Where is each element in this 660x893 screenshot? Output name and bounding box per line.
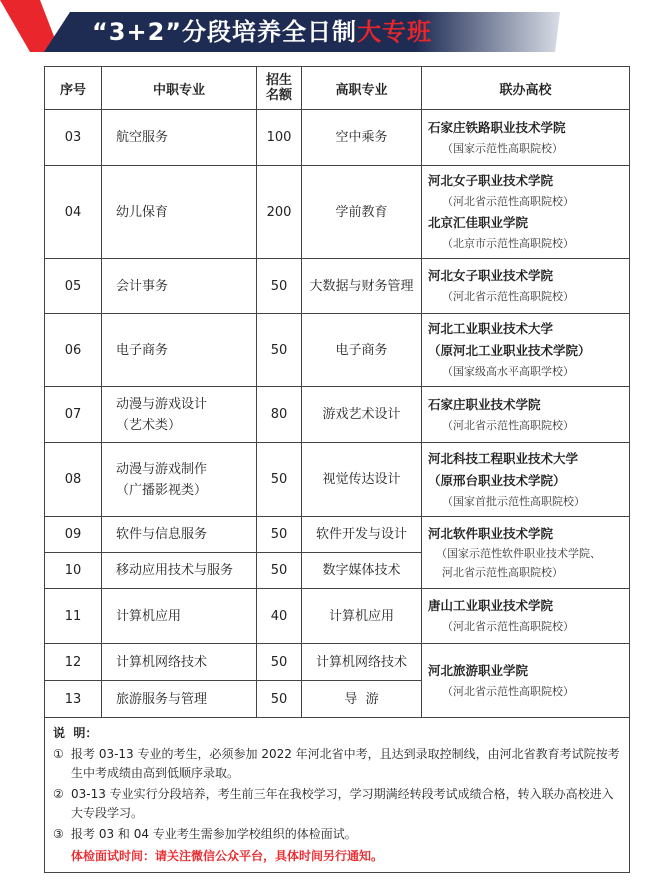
row-hv-major: 大数据与财务管理	[302, 259, 422, 314]
row-major: 幼儿保育	[102, 166, 257, 259]
row-hv-major: 计算机应用	[302, 589, 422, 644]
row-school: 河北工业职业技术大学 （原河北工业职业技术学院） （国家级高水平高职学校）	[422, 314, 630, 387]
row-no: 09	[45, 517, 102, 553]
enrollment-table	[44, 66, 630, 873]
row-no: 06	[45, 314, 102, 387]
row-quota: 50	[257, 681, 302, 718]
row-major: 移动应用技术与服务	[102, 553, 257, 589]
table-row	[45, 443, 630, 517]
row-hv-major: 导 游	[302, 681, 422, 718]
notes-title: 说 明：	[53, 726, 98, 740]
col-header-no: 序号	[45, 67, 102, 110]
row-hv-major: 软件开发与设计	[302, 517, 422, 553]
row-no: 12	[45, 644, 102, 681]
row-major: 旅游服务与管理	[102, 681, 257, 718]
row-quota: 50	[257, 314, 302, 387]
row-major: 动漫与游戏制作 （广播影视类）	[102, 443, 257, 517]
row-quota: 80	[257, 387, 302, 443]
row-hv-major: 计算机网络技术	[302, 644, 422, 681]
row-no: 10	[45, 553, 102, 589]
table-row	[45, 387, 630, 443]
note-item: ② 03-13 专业实行分段培养，考生前三年在我校学习，学习期满经转段考试成绩合格，转入联办高校进入大专段学习。	[53, 787, 614, 820]
row-quota: 40	[257, 589, 302, 644]
table-row	[45, 644, 630, 681]
table-row	[45, 166, 630, 259]
row-hv-major: 数字媒体技术	[302, 553, 422, 589]
table-row	[45, 589, 630, 644]
row-no: 04	[45, 166, 102, 259]
row-quota: 50	[257, 553, 302, 589]
row-quota: 50	[257, 443, 302, 517]
col-header-school: 联办高校	[422, 67, 630, 110]
row-major: 会计事务	[102, 259, 257, 314]
row-quota: 200	[257, 166, 302, 259]
notes-row	[45, 718, 630, 873]
row-no: 05	[45, 259, 102, 314]
row-school: 河北女子职业技术学院 （河北省示范性高职院校）	[422, 259, 630, 314]
row-school: 唐山工业职业技术学院 （河北省示范性高职院校）	[422, 589, 630, 644]
row-hv-major: 学前教育	[302, 166, 422, 259]
row-major: 动漫与游戏设计 （艺术类）	[102, 387, 257, 443]
row-school: 河北软件职业技术学院 （国家示范性软件职业技术学院、 河北省示范性高职院校）	[422, 517, 630, 589]
row-major: 计算机应用	[102, 589, 257, 644]
row-no: 08	[45, 443, 102, 517]
row-hv-major: 视觉传达设计	[302, 443, 422, 517]
row-school: 石家庄职业技术学院 （河北省示范性高职院校）	[422, 387, 630, 443]
table-row	[45, 314, 630, 387]
row-quota: 50	[257, 644, 302, 681]
note-item: ③ 报考 03 和 04 专业考生需参加学校组织的体检面试。	[53, 827, 357, 841]
row-major: 计算机网络技术	[102, 644, 257, 681]
row-school: 河北旅游职业学院 （河北省示范性高职院校）	[422, 644, 630, 718]
note-item: ① 报考 03-13 专业的考生，必须参加 2022 年河北省中考，且达到录取控制线，由河北省教育考试院按考生中考成绩由高到低顺序录取。	[53, 747, 620, 780]
row-school: 河北科技工程职业技术大学 （原邢台职业技术学院） （国家首批示范性高职院校）	[422, 443, 630, 517]
row-quota: 50	[257, 517, 302, 553]
row-major: 航空服务	[102, 110, 257, 166]
page-title: “3+2”分段培养全日制大专班	[92, 18, 433, 46]
row-no: 13	[45, 681, 102, 718]
exam-time-notice: 体检面试时间：请关注微信公众平台，具体时间另行通知。	[71, 849, 384, 863]
notes-section	[45, 718, 630, 873]
table-row	[45, 259, 630, 314]
row-school: 河北女子职业技术学院 （河北省示范性高职院校） 北京汇佳职业学院 （北京市示范性高职院校）	[422, 166, 630, 259]
row-no: 11	[45, 589, 102, 644]
row-no: 03	[45, 110, 102, 166]
row-hv-major: 游戏艺术设计	[302, 387, 422, 443]
row-quota: 100	[257, 110, 302, 166]
row-major: 软件与信息服务	[102, 517, 257, 553]
col-header-quota: 招生 名额	[257, 67, 302, 110]
table-row	[45, 517, 630, 553]
row-school: 石家庄铁路职业技术学院 （国家示范性高职院校）	[422, 110, 630, 166]
row-hv-major: 电子商务	[302, 314, 422, 387]
table-header-row	[45, 67, 630, 110]
col-header-major: 中职专业	[102, 67, 257, 110]
row-no: 07	[45, 387, 102, 443]
title-banner	[0, 0, 660, 60]
row-hv-major: 空中乘务	[302, 110, 422, 166]
table-row	[45, 110, 630, 166]
row-quota: 50	[257, 259, 302, 314]
row-major: 电子商务	[102, 314, 257, 387]
col-header-hv-major: 高职专业	[302, 67, 422, 110]
